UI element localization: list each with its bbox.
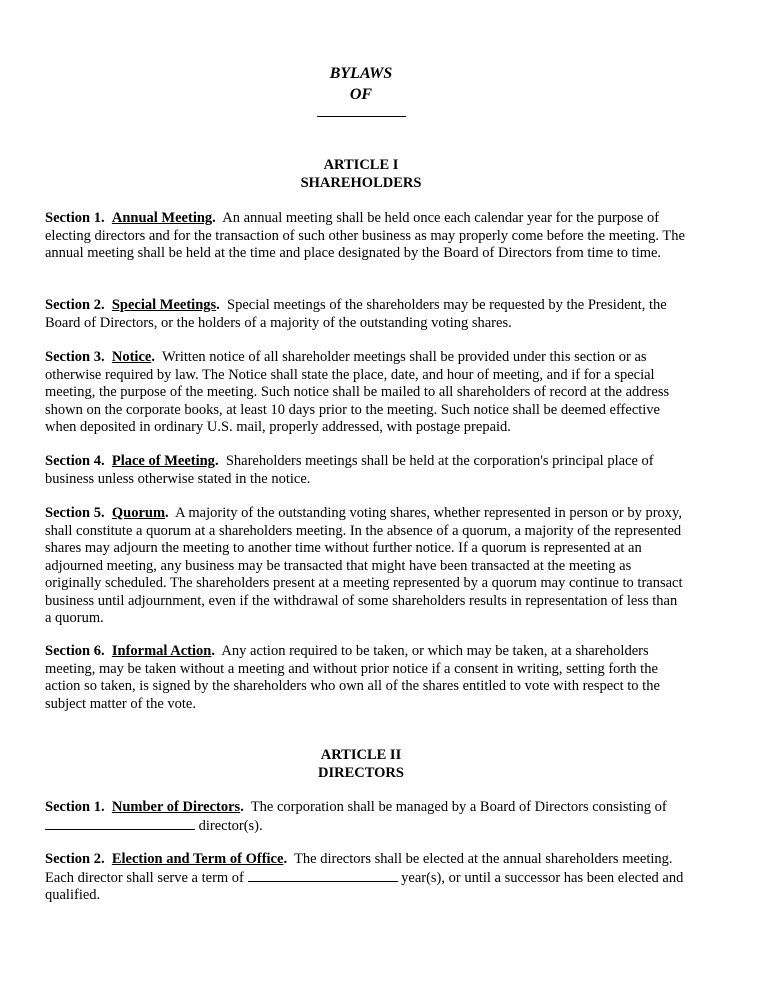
article-1-section-1: Section 1. Annual Meeting. An annual meeting shall be held once each calendar year for the purpose of electing directors and for the transaction of such other business as may properly come before the meeting. The annual meeting shall be held at the time and place designated by the Board of Directors from time to time. bbox=[45, 210, 685, 261]
section-number: Section 1. bbox=[45, 799, 105, 815]
section-title: Special Meetings bbox=[111, 297, 217, 313]
title-line-of: OF bbox=[349, 86, 373, 103]
article-1-section-2: Section 2. Special Meetings. Special meetings of the shareholders may be requested by the President, the Board of Directors, or the holders of a majority of the outstanding voting shares. bbox=[45, 297, 667, 331]
section-text-before: The directors shall be elected at the annual shareholders meeting. Each director shall serve a term of bbox=[45, 851, 673, 886]
article-2-heading bbox=[0, 747, 722, 782]
section-text: Any action required to be taken, or which may be taken, at a shareholders meeting, may be taken without a meeting and without prior notice if a consent in writing, setting forth the action so taken, is signed by the shareholders who own all of the shares entitled to vote with respect to the subject matter of the vote. bbox=[45, 643, 660, 712]
article-2-section-1: Section 1. Number of Directors. The corporation shall be managed by a Board of Directors consisting of director(s). bbox=[45, 799, 667, 834]
section-title: Quorum bbox=[111, 505, 166, 521]
section-text-after: director(s). bbox=[198, 817, 263, 834]
term-of-office-blank[interactable] bbox=[248, 869, 398, 882]
section-number: Section 1. bbox=[45, 210, 105, 226]
article-2-name: DIRECTORS bbox=[318, 764, 404, 781]
section-title: Number of Directors bbox=[111, 799, 241, 815]
section-number: Section 2. bbox=[45, 297, 105, 313]
article-1-section-5: Section 5. Quorum. A majority of the outstanding voting shares, whether represented in person or by proxy, shall constitute a quorum at a shareholders meeting. In the absence of a quorum, a majority of the represented shares may adjourn the meeting to another time without further notice. If a quorum is represented at an adjourned meeting, any business may be transacted that might have been transacted at the meeting as originally scheduled. The shareholders present at a meeting represented by a quorum may continue to transact business until adjournment, even if the withdrawal of some shareholders results in representation of less than a quorum. bbox=[45, 505, 683, 626]
company-name-blank-line bbox=[317, 116, 406, 117]
article-1-heading bbox=[0, 157, 722, 192]
article-2-section-2: Section 2. Election and Term of Office. The directors shall be elected at the annual shareholders meeting. Each director shall serve a term of year(s), or until a successor has been elected and qualified. bbox=[45, 851, 684, 903]
section-number: Section 6. bbox=[45, 643, 105, 659]
section-text-before: The corporation shall be managed by a Board of Directors consisting of bbox=[250, 799, 667, 815]
section-text: Shareholders meetings shall be held at the corporation's principal place of business unless otherwise stated in the notice. bbox=[45, 453, 654, 487]
article-1-name: SHAREHOLDERS bbox=[300, 174, 422, 191]
article-1-section-4: Section 4. Place of Meeting. Shareholders meetings shall be held at the corporation's principal place of business unless otherwise stated in the notice. bbox=[45, 453, 654, 487]
section-text: Special meetings of the shareholders may be requested by the President, the Board of Directors, or the holders of a majority of the outstanding voting shares. bbox=[45, 297, 667, 331]
document-title bbox=[0, 63, 722, 117]
article-1-number: ARTICLE I bbox=[323, 157, 399, 173]
section-title: Annual Meeting bbox=[111, 210, 213, 226]
section-number: Section 4. bbox=[45, 453, 105, 469]
section-number: Section 5. bbox=[45, 505, 105, 521]
section-text: Written notice of all shareholder meetings shall be provided under this section or as otherwise required by law. The Notice shall state the place, date, and hour of meeting, and if for a special meeting, the purpose of the meeting. Such notice shall be mailed to all shareholders of record at the address shown on the corporate books, at least 10 days prior to the meeting. Such notice shall be deemed effective when deposited in ordinary U.S. mail, properly addressed, with postage prepaid. bbox=[45, 349, 670, 435]
section-text: A majority of the outstanding voting shares, whether represented in person or by proxy, shall constitute a quorum at a shareholders meeting. In the absence of a quorum, a majority of the represented shares may adjourn the meeting to another time without further notice. If a quorum is represented at an adjourned meeting, any business may be transacted that might have been transacted at the meeting as originally scheduled. The shareholders present at a meeting represented by a quorum may continue to transact business until adjournment, even if the withdrawal of some shareholders results in representation of less than a quorum. bbox=[45, 505, 683, 626]
article-1-section-6: Section 6. Informal Action. Any action required to be taken, or which may be taken, at a shareholders meeting, may be taken without a meeting and without prior notice if a consent in writing, setting forth the action so taken, is signed by the shareholders who own all of the shares entitled to vote with respect to the subject matter of the vote. bbox=[45, 643, 660, 712]
section-number: Section 2. bbox=[45, 851, 105, 867]
section-text-after: year(s), or until a successor has been elected and qualified. bbox=[45, 869, 684, 903]
section-title: Notice bbox=[111, 349, 152, 365]
number-of-directors-blank[interactable] bbox=[45, 817, 195, 830]
section-text: An annual meeting shall be held once each calendar year for the purpose of electing directors and for the transaction of such other business as may properly come before the meeting. The annual meeting shall be held at the time and place designated by the Board of Directors from time to time. bbox=[45, 210, 685, 261]
article-1-section-3: Section 3. Notice. Written notice of all shareholder meetings shall be provided under this section or as otherwise required by law. The Notice shall state the place, date, and hour of meeting, and if for a special meeting, the purpose of the meeting. Such notice shall be mailed to all shareholders of record at the address shown on the corporate books, at least 10 days prior to the meeting. Such notice shall be deemed effective when deposited in ordinary U.S. mail, properly addressed, with postage prepaid. bbox=[45, 349, 670, 435]
section-title: Place of Meeting bbox=[111, 453, 215, 469]
section-title: Election and Term of Office bbox=[111, 851, 284, 867]
title-line-bylaws: BYLAWS bbox=[329, 65, 393, 82]
article-2-number: ARTICLE II bbox=[320, 747, 402, 763]
section-number: Section 3. bbox=[45, 349, 105, 365]
section-title: Informal Action bbox=[111, 643, 212, 659]
